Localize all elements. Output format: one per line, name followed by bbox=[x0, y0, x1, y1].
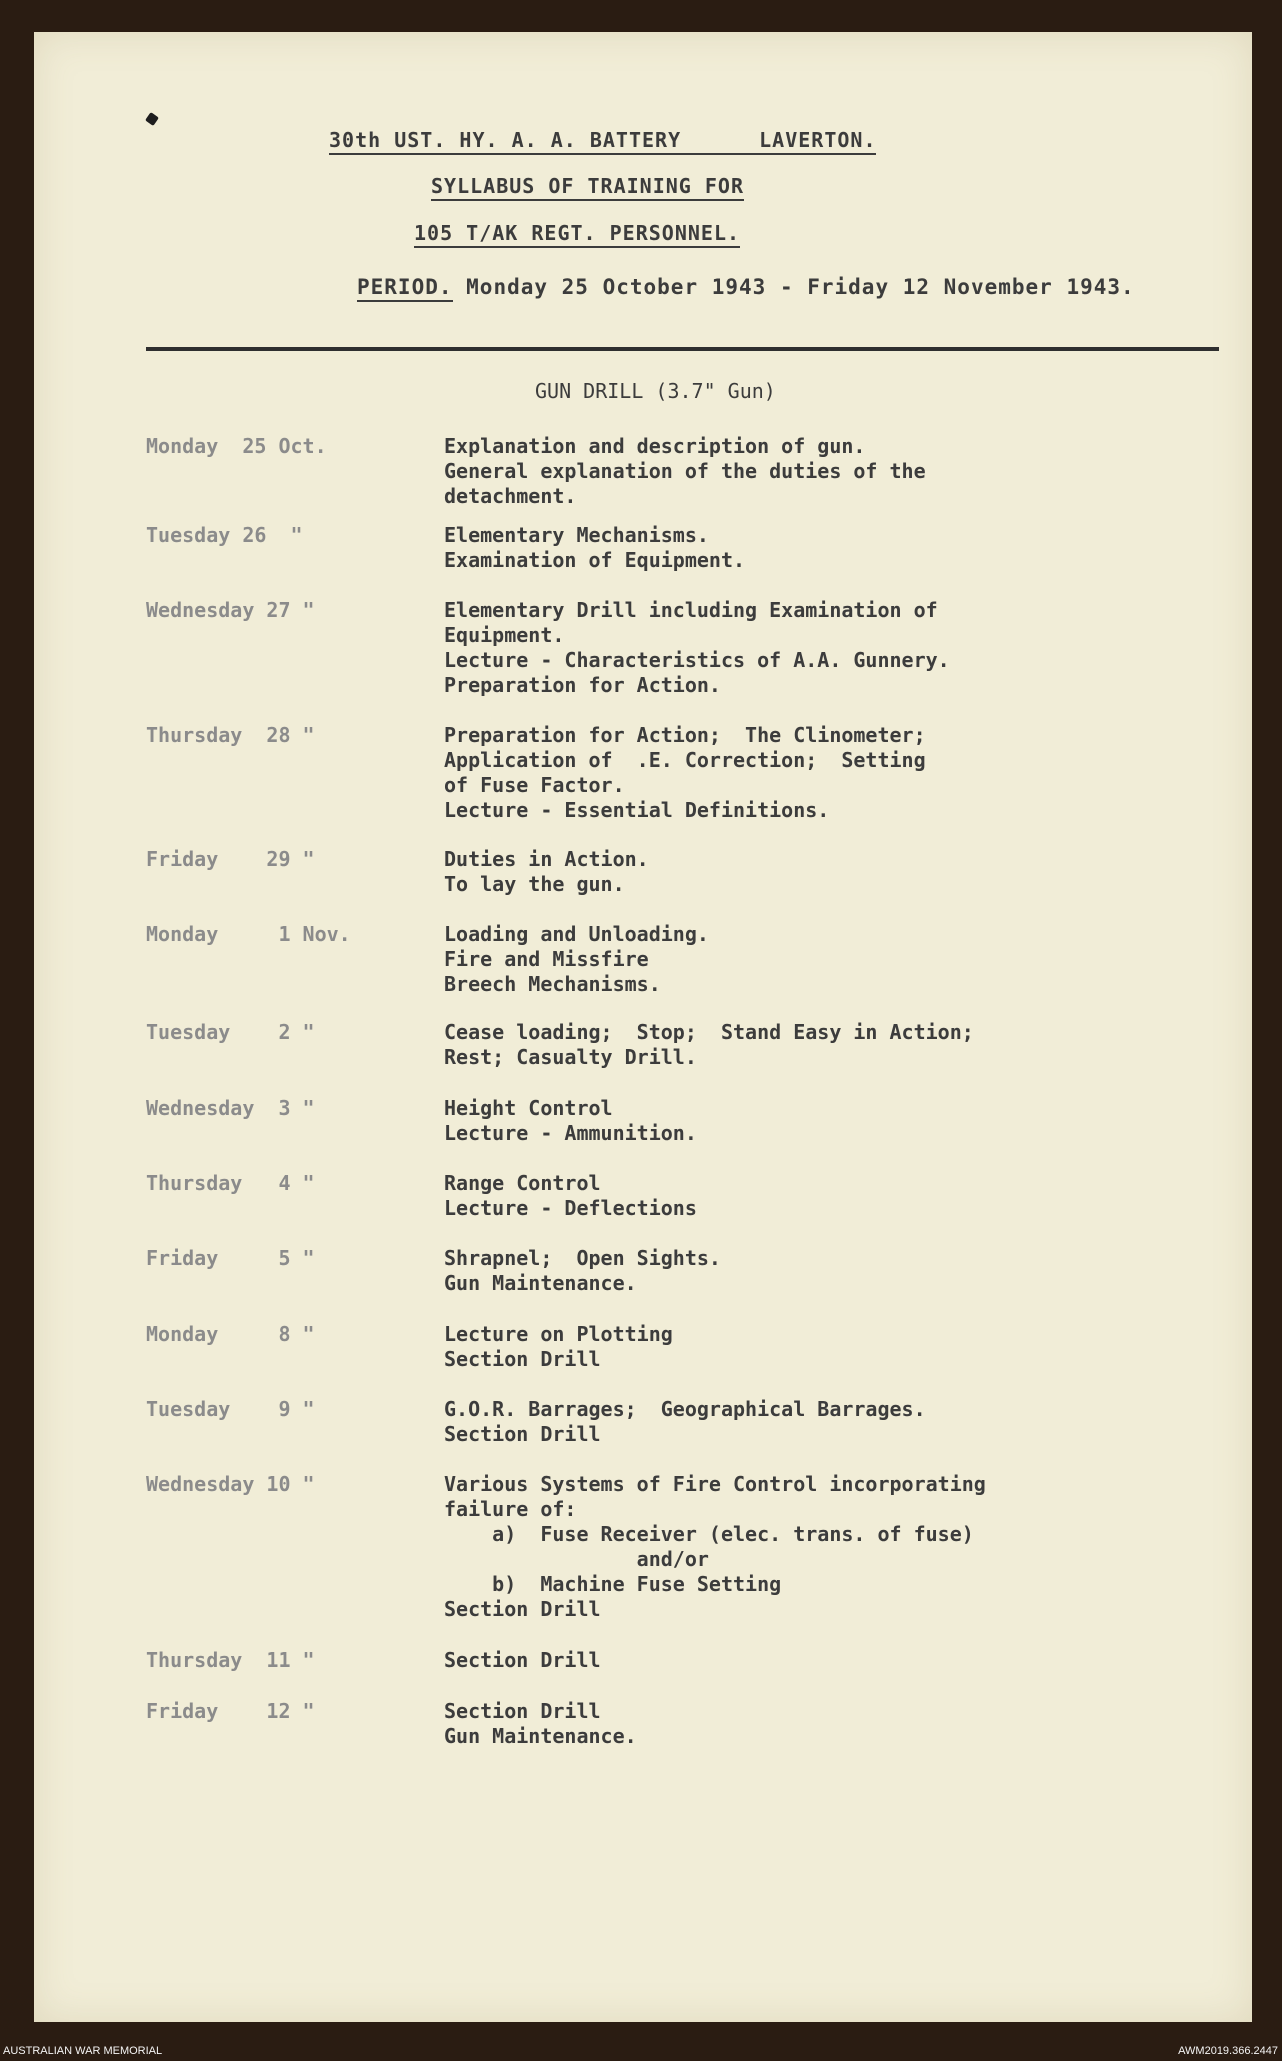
schedule-description bbox=[444, 1322, 673, 1372]
description-line: Section Drill bbox=[444, 1347, 601, 1371]
unit-name: 30th UST. HY. A. A. BATTERY bbox=[329, 128, 682, 152]
description-line: Gun Maintenance. bbox=[444, 1724, 637, 1748]
schedule-description bbox=[444, 598, 950, 698]
schedule-description bbox=[444, 1397, 926, 1447]
schedule-description bbox=[444, 1699, 637, 1749]
description-line: a) Fuse Receiver (elec. trans. of fuse) bbox=[444, 1522, 974, 1546]
description-line: Cease loading; Stop; Stand Easy in Action; bbox=[444, 1020, 974, 1044]
description-line: Lecture - Characteristics of A.A. Gunnery. bbox=[444, 648, 950, 672]
description-line: Explanation and description of gun. bbox=[444, 434, 866, 458]
schedule-description bbox=[444, 922, 709, 997]
description-line: Duties in Action. bbox=[444, 847, 649, 871]
description-line: Lecture on Plotting bbox=[444, 1322, 673, 1346]
schedule-day: Tuesday 2 " bbox=[146, 1020, 315, 1044]
schedule-day: Monday 8 " bbox=[146, 1322, 315, 1346]
description-line: Preparation for Action; The Clinometer; bbox=[444, 723, 926, 747]
unit-location: LAVERTON. bbox=[759, 128, 877, 152]
schedule-day: Monday 25 Oct. bbox=[146, 434, 327, 458]
description-line: Lecture - Deflections bbox=[444, 1196, 697, 1220]
description-line: To lay the gun. bbox=[444, 872, 625, 896]
description-line: Elementary Drill including Examination of bbox=[444, 598, 938, 622]
description-line: Height Control bbox=[444, 1096, 613, 1120]
description-line: detachment. bbox=[444, 484, 577, 508]
description-line: General explanation of the duties of the bbox=[444, 459, 926, 483]
description-line: Range Control bbox=[444, 1171, 601, 1195]
section-title: GUN DRILL (3.7" Gun) bbox=[535, 379, 776, 403]
document-page bbox=[34, 32, 1252, 2022]
schedule-description bbox=[444, 523, 745, 573]
description-line: Various Systems of Fire Control incorporating bbox=[444, 1472, 986, 1496]
description-line: Loading and Unloading. bbox=[444, 922, 709, 946]
description-line: Breech Mechanisms. bbox=[444, 972, 661, 996]
schedule-day: Friday 29 " bbox=[146, 847, 315, 871]
description-line: b) Machine Fuse Setting bbox=[444, 1572, 782, 1596]
schedule-description bbox=[444, 1096, 697, 1146]
description-line: Section Drill bbox=[444, 1422, 601, 1446]
description-line: Preparation for Action. bbox=[444, 673, 721, 697]
schedule-description bbox=[444, 723, 926, 823]
schedule-description bbox=[444, 1246, 721, 1296]
description-line: Examination of Equipment. bbox=[444, 548, 746, 572]
schedule-day: Tuesday 26 " bbox=[146, 523, 303, 547]
description-line: Lecture - Ammunition. bbox=[444, 1121, 697, 1145]
schedule-day: Tuesday 9 " bbox=[146, 1397, 315, 1421]
description-line: of Fuse Factor. bbox=[444, 773, 625, 797]
schedule-description bbox=[444, 1472, 986, 1622]
schedule-day: Friday 5 " bbox=[146, 1246, 315, 1270]
description-line: failure of: bbox=[444, 1497, 577, 1521]
schedule-day: Wednesday 27 " bbox=[146, 598, 315, 622]
period-text: Monday 25 October 1943 - Friday 12 November 1943. bbox=[452, 275, 1135, 299]
schedule-description bbox=[444, 1648, 601, 1673]
description-line: Section Drill bbox=[444, 1648, 601, 1672]
ink-mark bbox=[145, 112, 159, 126]
description-line: G.O.R. Barrages; Geographical Barrages. bbox=[444, 1397, 926, 1421]
description-line: Gun Maintenance. bbox=[444, 1271, 637, 1295]
schedule-description bbox=[444, 847, 649, 897]
schedule-day: Thursday 28 " bbox=[146, 723, 315, 747]
description-line: Section Drill bbox=[444, 1699, 601, 1723]
description-line: Fire and Missfire bbox=[444, 947, 649, 971]
schedule-day: Wednesday 3 " bbox=[146, 1096, 315, 1120]
description-line: Application of .E. Correction; Setting bbox=[444, 748, 926, 772]
syllabus-heading: SYLLABUS OF TRAINING FOR bbox=[431, 174, 744, 201]
footer-source: AUSTRALIAN WAR MEMORIAL bbox=[3, 2045, 163, 2057]
description-line: Elementary Mechanisms. bbox=[444, 523, 709, 547]
schedule-day: Friday 12 " bbox=[146, 1699, 315, 1723]
unit-heading bbox=[329, 128, 876, 155]
personnel-heading: 105 T/AK REGT. PERSONNEL. bbox=[414, 221, 740, 248]
divider-rule bbox=[146, 347, 1219, 351]
schedule-day: Thursday 11 " bbox=[146, 1648, 315, 1672]
schedule-description bbox=[444, 1020, 974, 1070]
description-line: Shrapnel; Open Sights. bbox=[444, 1246, 721, 1270]
schedule-description bbox=[444, 1171, 697, 1221]
footer-accession-number: AWM2019.366.2447 bbox=[1178, 2045, 1278, 2057]
description-line: Rest; Casualty Drill. bbox=[444, 1045, 697, 1069]
schedule-description bbox=[444, 434, 926, 509]
description-line: Section Drill bbox=[444, 1597, 601, 1621]
description-line: and/or bbox=[444, 1547, 709, 1571]
period-label: PERIOD. bbox=[357, 275, 453, 302]
schedule-day: Monday 1 Nov. bbox=[146, 922, 351, 946]
period-line bbox=[357, 275, 1135, 299]
description-line: Lecture - Essential Definitions. bbox=[444, 798, 830, 822]
description-line: Equipment. bbox=[444, 623, 565, 647]
schedule-day: Wednesday 10 " bbox=[146, 1472, 315, 1496]
schedule-day: Thursday 4 " bbox=[146, 1171, 315, 1195]
